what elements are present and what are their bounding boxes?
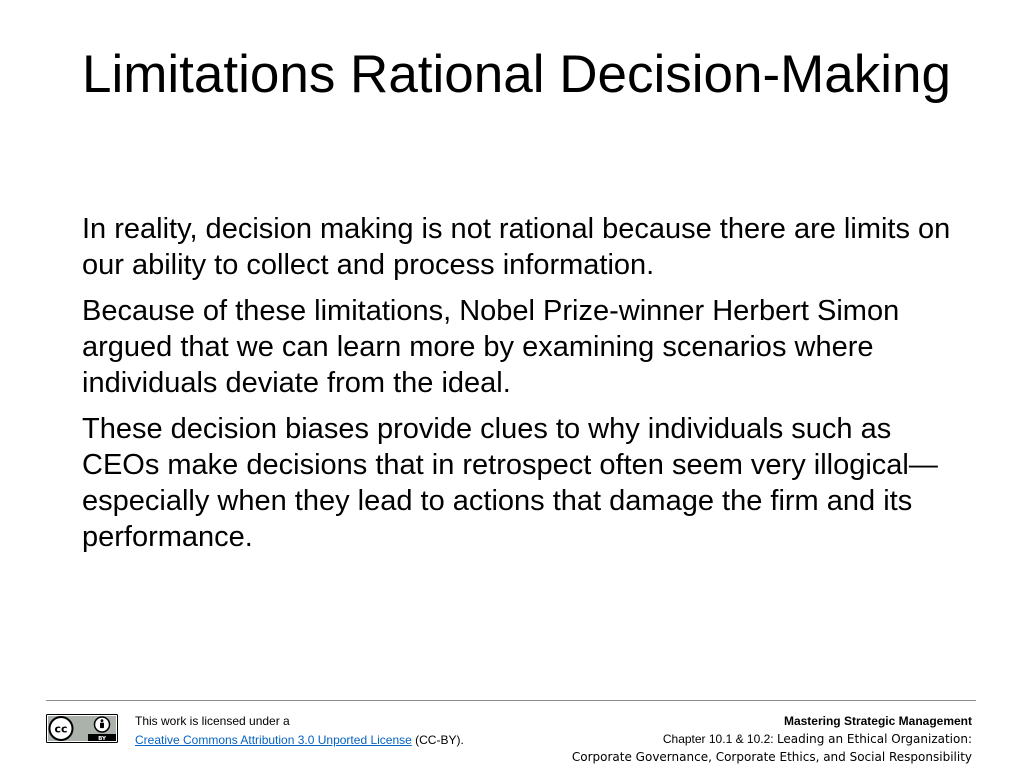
chapter-title: Leading an Ethical Organization: — [776, 732, 972, 746]
course-info — [572, 712, 972, 766]
cc-by-license-icon — [46, 714, 118, 743]
body-paragraph-3: These decision biases provide clues to why individuals such as CEOs make decisions that in retrospect often seem very illogical— especially when they lead to actions that damage the firm and its performance. — [82, 413, 938, 553]
slide-body — [82, 211, 962, 565]
chapter-label: Chapter 10.1 & 10.2: — [662, 732, 777, 746]
slide-title: Limitations Rational Decision-Making — [82, 45, 951, 104]
license-link[interactable]: Creative Commons Attribution 3.0 Unported License — [135, 733, 412, 747]
license-line — [135, 731, 464, 750]
by-badge-text: BY — [98, 736, 106, 742]
body-paragraph-2: Because of these limitations, Nobel Prize-winner Herbert Simon argued that we can learn more by examining scenarios where individuals deviate from the ideal. — [82, 295, 900, 399]
chapter-subtitle: Corporate Governance, Corporate Ethics, and Social Responsibility — [571, 750, 972, 764]
cc-badge-text: cc — [54, 722, 68, 736]
footer-divider — [46, 700, 976, 701]
license-prefix: This work is licensed under a — [135, 714, 290, 728]
body-paragraph-1: In reality, decision making is not rational because there are limits on our ability to collect and process information. — [82, 213, 951, 281]
license-suffix: (CC-BY). — [411, 733, 464, 747]
chapter-line — [572, 730, 972, 748]
book-title: Mastering Strategic Management — [783, 714, 972, 728]
license-notice — [135, 712, 464, 750]
